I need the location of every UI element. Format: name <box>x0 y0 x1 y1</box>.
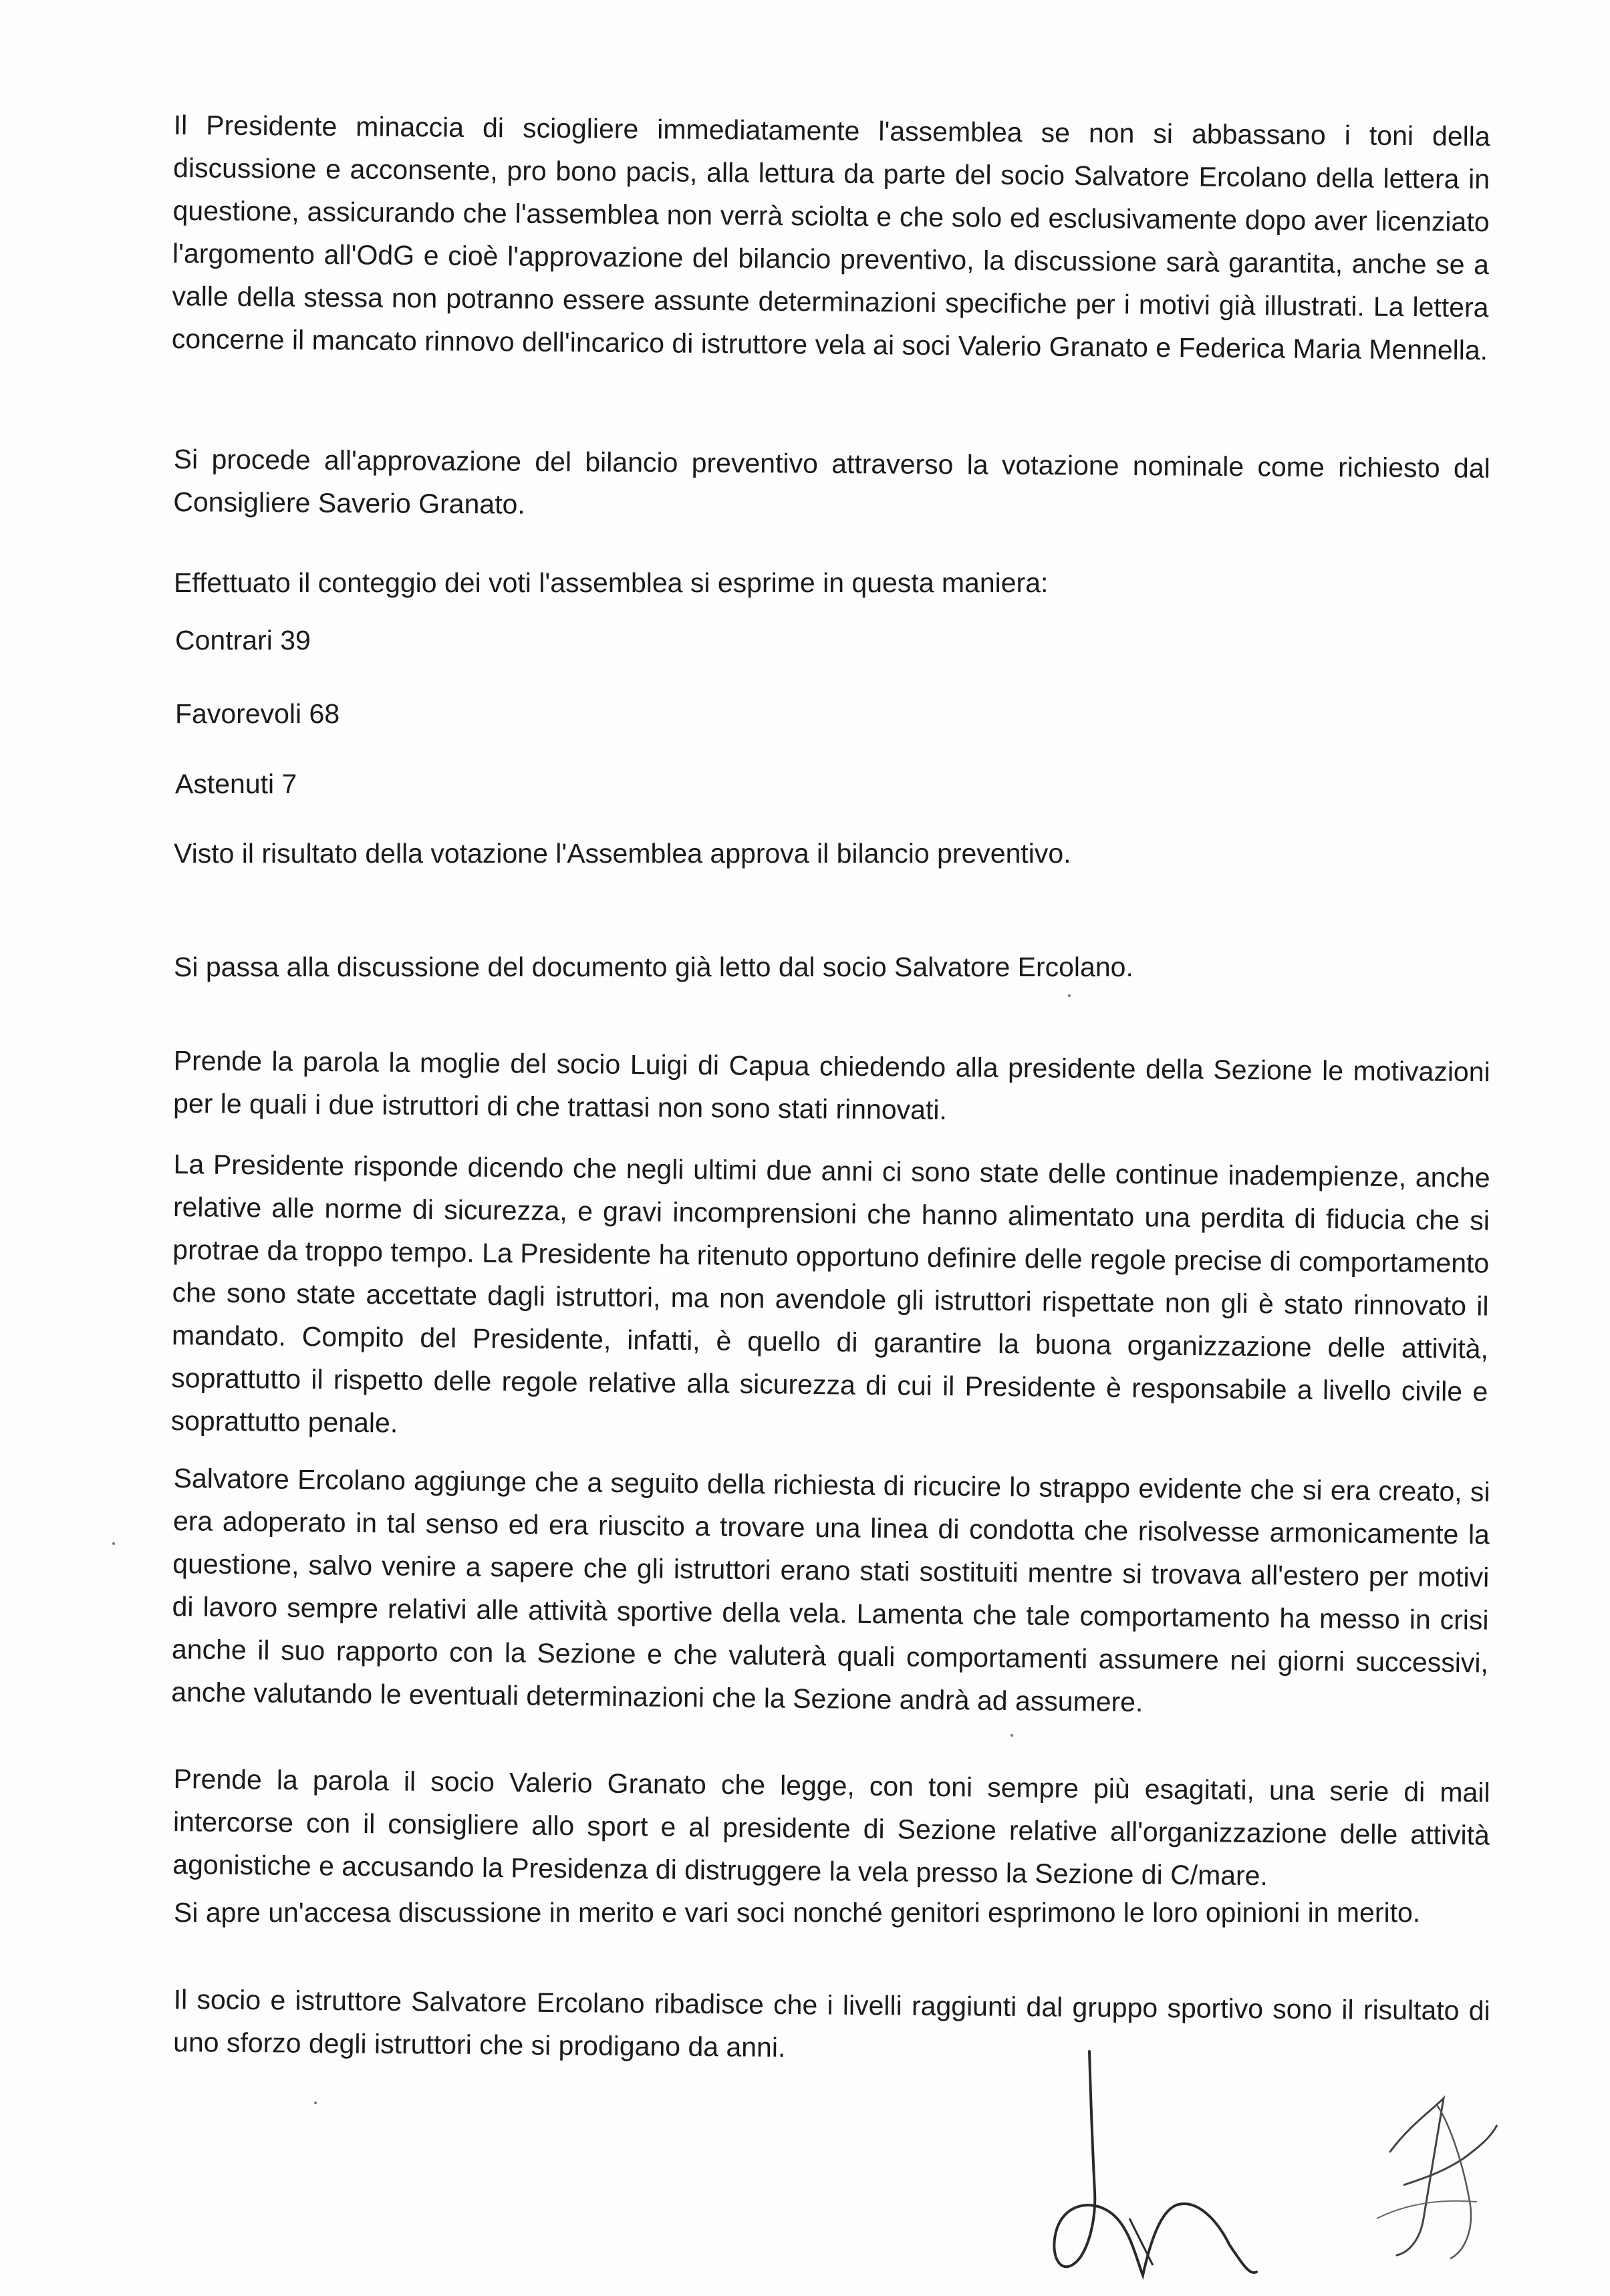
paragraph-approval-procedure: Si procede all'approvazione del bilancio preventivo attraverso la votazione nominale come richiesto dal Consigliere Saverio Granato. <box>173 443 1490 520</box>
paragraph-ercolano-addition: Salvatore Ercolano aggiunge che a seguito della richiesta di ricucire lo strappo evidente che si era creato, si era adoperato in tal senso ed era riuscito a trovare una linea di condotta che risolvesse armonicamente la questione, salvo venire a sapere che gli istruttori erano stati sostituiti mentre si trovava all'estero per motivi di lavoro sempre relativi alle attività sportive della vela. Lamenta che tale comportamento ha messo in crisi anche il suo rapporto con la Sezione e che valuterà quali comportamenti assumere nei giorni successivi, anche valutando le eventuali determinazioni che la Sezione andrà ad assumere. <box>171 1462 1490 1718</box>
scan-speck <box>1068 994 1071 997</box>
paragraph-heated-discussion: Si apre un'accesa discussione in merito e vari soci nonché genitori esprimono le loro opinioni in merito. <box>174 1897 1421 1928</box>
vote-favorevoli: Favorevoli 68 <box>175 698 340 729</box>
paragraph-discussion-start: Si passa alla discussione del documento già letto dal socio Salvatore Ercolano. <box>174 952 1133 982</box>
scan-speck <box>112 1542 115 1545</box>
vote-contrari: Contrari 39 <box>175 625 311 656</box>
handwritten-signature-1 <box>1043 2045 1263 2285</box>
paragraph-ercolano-reiterates: Il socio e istruttore Salvatore Ercolano ribadisce che i livelli raggiunti dal gruppo sportivo sono il risultato di uno sforzo degli istruttori che si prodigano da anni. <box>172 1983 1490 2063</box>
paragraph-vote-count-intro: Effettuato il conteggio dei voti l'assemblea si esprime in questa maniera: <box>174 567 1049 598</box>
paragraph-granato-reading: Prende la parola il socio Valerio Granato che legge, con toni sempre più esagitati, una serie di mail intercorse con il consigliere allo sport e al presidente di Sezione relative all'organizzazione delle attività agonistiche e accusando la Presidenza di distruggere la vela presso la Sezione di C/mare. <box>172 1763 1490 1892</box>
scan-speck <box>1011 1734 1013 1737</box>
scan-speck <box>314 2102 317 2104</box>
vote-astenuti: Astenuti 7 <box>175 768 297 799</box>
paragraph-president-answer: La Presidente risponde dicendo che negli ultimi due anni ci sono state delle continue inadempienze, anche relative alle norme di sicurezza, e gravi incomprensioni che hanno alimentato una perdita di fiducia che si protrae da troppo tempo. La Presidente ha ritenuto opportuno definire delle regole precise di comportamento che sono state accettate dagli istruttori, ma non avendole gli istruttori rispettate non gli è stato rinnovato il mandato. Compito del Presidente, infatti, è quello di garantire la buona organizzazione delle attività, soprattutto il rispetto delle regole relative alla sicurezza di cui il Presidente è responsabile a livello civile e soprattutto penale. <box>170 1148 1490 1439</box>
paragraph-vote-result: Visto il risultato della votazione l'Assemblea approva il bilancio preventivo. <box>174 838 1071 869</box>
paragraph-president-threat: Il Presidente minaccia di sciogliere immediatamente l'assemblea se non si abbassano i toni della discussione e acconsente, pro bono pacis, alla lettura da parte del socio Salvatore Ercolano della lettera in questione, assicurando che l'assemblea non verrà sciolta e che solo ed esclusivamente dopo aver licenziato l'argomento all'OdG e cioè l'approvazione del bilancio preventivo, la discussione sarà garantita, anche se a valle della stessa non potranno essere assunte determinazioni specifiche per i motivi già illustrati. La lettera concerne il mancato rinnovo dell'incarico di istruttore vela ai soci Valerio Granato e Federica Maria Mennella. <box>171 109 1490 366</box>
handwritten-signature-2 <box>1363 2085 1510 2272</box>
paragraph-question-motivations: Prende la parola la moglie del socio Luigi di Capua chiedendo alla presidente della Sezione le motivazioni per le quali i due istruttori di che trattasi non sono stati rinnovati. <box>172 1044 1490 1126</box>
